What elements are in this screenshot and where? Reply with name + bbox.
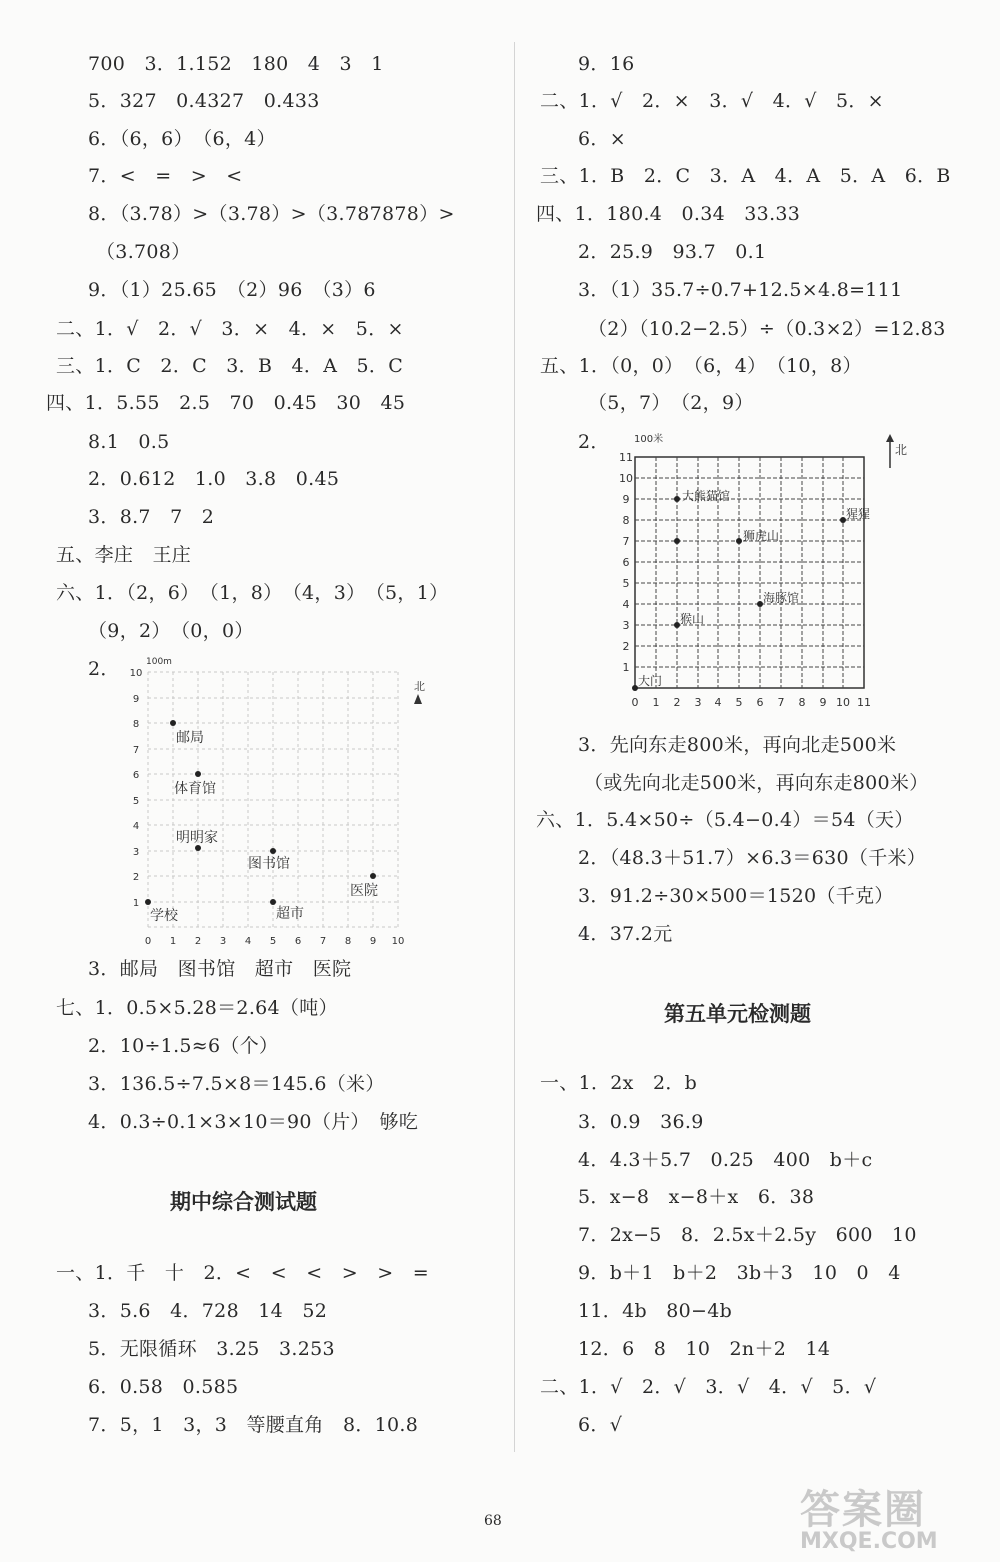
x-tick: 4 [714,696,722,709]
answer-line: 二、1．√ 2．√ 3．× 4．× 5．× [56,318,404,340]
y-tick: 1 [622,661,630,674]
answer-line: 5．x−8 x−8＋x 6．38 [578,1186,815,1208]
x-tick: 1 [652,696,660,709]
answer-line: 七、1．0.5×5.28＝2.64（吨） [56,997,338,1019]
place-point [145,899,151,905]
watermark-logo [800,1478,990,1558]
answer-line: 8．（3.78）>（3.78）>（3.787878）> [88,203,455,225]
place-label: 猴山 [680,612,705,626]
place-label: 医院 [350,883,378,899]
answer-line: 3．5.6 4．728 14 52 [88,1300,328,1322]
watermark-main: 答案圈 [800,1487,926,1533]
answer-line: （3.708） [96,241,191,263]
answer-line: 12．6 8 10 2n＋2 14 [578,1338,831,1360]
answer-line: 5．327 0.4327 0.433 [88,90,320,112]
y-tick: 1 [132,898,140,909]
answer-line: 2． [578,431,610,453]
x-tick: 8 [798,696,806,709]
answer-line: （2）（10.2−2.5）÷（0.3×2）=12.83 [588,318,946,340]
x-tick: 4 [244,936,252,947]
answer-line: 7．5，1 3，3 等腰直角 8．10.8 [88,1414,419,1436]
place-label: 学校 [150,908,178,924]
y-tick: 11 [619,451,633,464]
answer-line: 五、李庄 王庄 [56,544,192,566]
answer-line: （5，7） （2，9） [588,392,754,414]
answer-line: 6．0.58 0.585 [88,1376,239,1398]
answer-line: 3．（1）35.7÷0.7+12.5×4.8=111 [578,279,903,301]
answer-line: 4．0.3÷0.1×3×10＝90（片） 够吃 [88,1111,419,1133]
answer-line: 六、1．（2，6） （1，8） （4，3） （5，1） [56,582,449,604]
north-arrow-icon [414,694,422,704]
y-tick: 6 [132,770,140,781]
y-tick: 8 [622,514,630,527]
answer-line: 3．邮局 图书馆 超市 医院 [88,958,352,980]
place-label: 超市 [276,906,304,922]
x-tick: 3 [219,936,227,947]
x-tick: 5 [269,936,277,947]
answer-line: 7．2x−5 8．2.5x＋2.5y 600 10 [578,1224,917,1246]
y-tick: 3 [132,847,140,858]
left-coordinate-grid [118,650,438,950]
midterm-title: 期中综合测试题 [170,1190,317,1214]
place-label: 明明家 [176,830,218,846]
answer-line: 9．（1）25.65 （2）96 （3）6 [88,279,376,301]
place-label: 大门 [638,674,663,688]
place-label: 邮局 [176,730,204,746]
answer-line: 三、1．B 2．C 3．A 4．A 5．A 6．B [540,165,951,187]
y-tick: 10 [619,472,633,485]
answer-line: 3．91.2÷30×500＝1520（千克） [578,885,894,907]
answer-line: 2．（48.3＋51.7）×6.3＝630（千米） [578,847,927,869]
answer-line: 3．0.9 36.9 [578,1111,704,1133]
answer-line: 四、1．180.4 0.34 33.33 [536,203,801,225]
place-point [736,538,742,544]
x-tick: 9 [369,936,377,947]
answer-line: 二、1．√ 2．√ 3．√ 4．√ 5．√ [540,1376,877,1398]
answer-line: 五、1．（0，0） （6，4） （10，8） [540,355,862,377]
place-point [270,848,276,854]
place-point [170,720,176,726]
x-tick: 5 [735,696,743,709]
y-tick: 9 [132,694,140,705]
x-tick: 0 [631,696,639,709]
page-number: 68 [484,1513,502,1529]
answer-line: 9．b＋1 b＋2 3b＋3 10 0 4 [578,1262,901,1284]
answer-line: 2．10÷1.5≈6（个） [88,1035,279,1057]
place-point [270,899,276,905]
answer-line: 8.1 0.5 [88,431,170,453]
x-tick: 1 [169,936,177,947]
place-label: 猩猩 [846,507,871,521]
x-tick: 2 [194,936,202,947]
y-tick: 6 [622,556,630,569]
x-tick: 9 [819,696,827,709]
y-tick: 2 [132,872,140,883]
answer-line: 6．√ [578,1414,623,1436]
answer-line: 700 3．1.152 180 4 3 1 [88,53,384,75]
place-label: 大熊猫馆 [682,489,731,503]
x-tick: 6 [294,936,302,947]
answer-line: 3．8.7 7 2 [88,506,215,528]
north-arrowhead-icon [886,434,894,442]
y-tick: 7 [622,535,630,548]
unit5-title: 第五单元检测题 [664,1002,811,1026]
x-tick: 6 [756,696,764,709]
y-tick: 9 [622,493,630,506]
x-tick: 10 [836,696,850,709]
place-label: 狮虎山 [743,529,780,543]
answer-line: 四、1．5.55 2.5 70 0.45 30 45 [46,392,406,414]
answer-line: 三、1．C 2．C 3．B 4．A 5．C [56,355,404,377]
place-label: 体育馆 [174,781,216,797]
answer-line: 9．16 [578,53,635,75]
answer-line: 二、1．√ 2．× 3．√ 4．√ 5．× [540,90,884,112]
answer-line: 7．< = > < [88,165,243,187]
answer-line: 3．136.5÷7.5×8＝145.6（米） [88,1073,385,1095]
answer-line: 11．4b 80−4b [578,1300,733,1322]
right-coordinate-grid [608,428,908,718]
x-tick: 7 [319,936,327,947]
x-tick: 7 [777,696,785,709]
y-tick: 8 [132,719,140,730]
y-tick: 2 [622,640,630,653]
x-tick: 2 [673,696,681,709]
place-label: 海豚馆 [763,591,800,605]
answer-line: （9，2） （0，0） [88,620,254,642]
x-tick: 0 [144,936,152,947]
answer-line: 4．4.3＋5.7 0.25 400 b＋c [578,1149,873,1171]
answer-line: 4．37.2元 [578,923,673,945]
x-tick: 3 [694,696,702,709]
answer-line: 六、1．5.4×50÷（5.4−0.4）＝54（天） [536,809,914,831]
answer-line: 一、1．2x 2．b [540,1072,698,1094]
place-point [674,496,680,502]
scale-label: 100m [146,657,172,667]
answer-line: （或先向北走500米，再向东走800米） [584,772,929,794]
answer-line: 2．25.9 93.7 0.1 [578,241,767,263]
y-tick: 5 [622,577,630,590]
answer-line: 6．（6，6） （6，4） [88,128,276,150]
column-divider [514,42,515,1452]
place-point [370,873,376,879]
answer-line: 2． [88,658,120,680]
x-tick: 10 [391,936,405,947]
y-tick: 4 [132,821,140,832]
north-label: 北 [414,680,425,693]
y-tick: 4 [622,598,630,611]
y-tick: 3 [622,619,630,632]
answer-line: 6．× [578,128,626,150]
x-tick: 8 [344,936,352,947]
y-tick: 10 [129,668,143,679]
place-label: 图书馆 [248,856,290,872]
y-tick: 7 [132,745,140,756]
x-tick: 11 [857,696,871,709]
answer-line: 3．先向东走800米，再向北走500米 [578,734,897,756]
answer-line: 5．无限循环 3.25 3.253 [88,1338,335,1360]
place-point [674,538,680,544]
place-point [195,771,201,777]
north-label: 北 [895,443,908,457]
answer-line: 一、1．千 十 2．< < < > > = [56,1262,429,1284]
watermark-sub: MXQE.COM [800,1529,938,1554]
answer-line: 2．0.612 1.0 3.8 0.45 [88,468,340,490]
y-tick: 5 [132,796,140,807]
scale-label: 100米 [634,434,664,445]
